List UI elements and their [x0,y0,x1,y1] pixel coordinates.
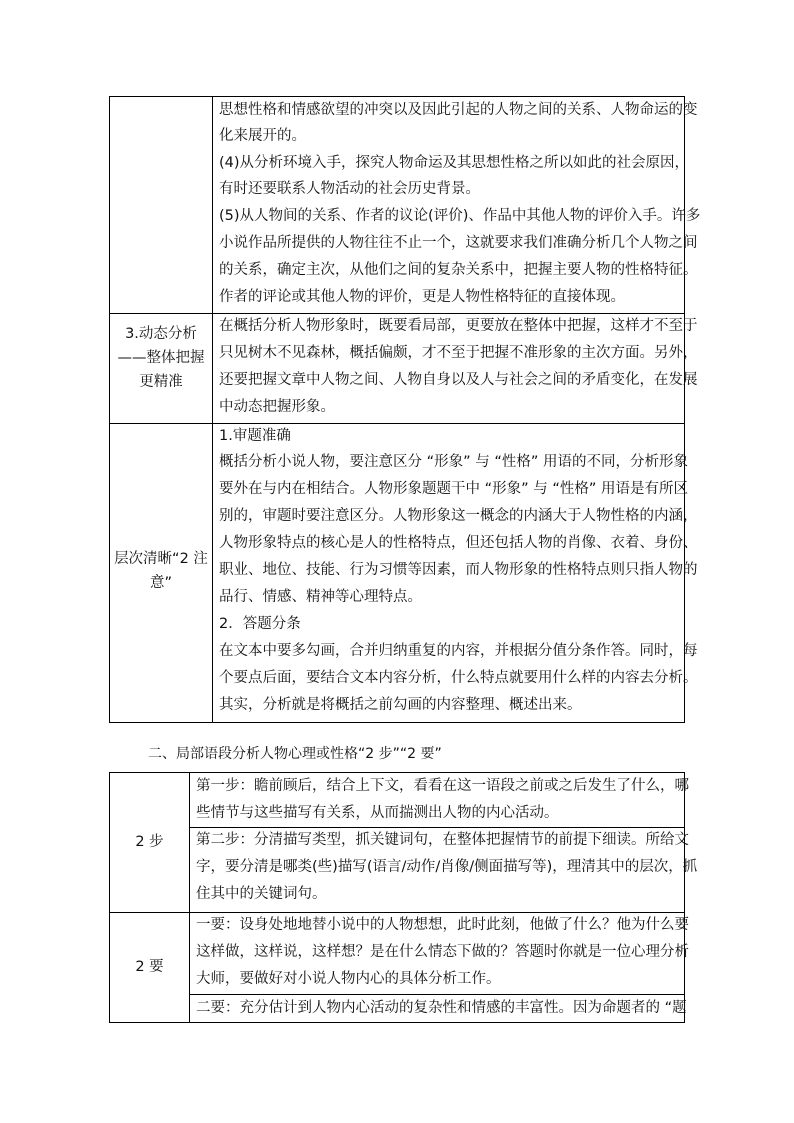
text-line: 概括分析小说人物，要注意区分 “形象” 与 “性格” 用语的不同，分析形象 [219,454,688,470]
row2-label [110,322,212,394]
table2-right-border [684,772,685,1023]
text-line: 在文本中要多勾画，合并归纳重复的内容，并根据分值分条作答。同时，每 [219,643,698,659]
text-line: 要外在与内在相结合。人物形象题题干中 “形象” 与 “性格” 用语是有所区 [219,481,688,497]
text-line: 思想性格和情感欲望的冲突以及因此引起的人物之间的关系、人物命运的变 [219,102,698,118]
label-line: 更精准 [139,374,183,390]
text-line: 1.审题准确 [219,428,291,444]
table1-row-divider-1 [109,313,685,314]
table1-column-divider [212,96,213,723]
table2-bottom-border [109,1022,685,1023]
text-line: 第二步：分清描写类型，抓关键词句，在整体把握情节的前提下细读。所给文 [196,832,689,848]
text-line: 别的，审题时要注意区分。人物形象这一概念的内涵大于人物性格的内涵， [219,508,698,524]
text-line: 在概括分析人物形象时，既要看局部，更要放在整体中把握，这样才不至于 [219,318,698,334]
text-line: 这样做，这样说，这样想？是在什么情态下做的？答题时你就是一位心理分析 [196,944,689,960]
text-line: 小说作品所提供的人物往往不止一个，这就要求我们准确分析几个人物之间 [219,235,698,251]
text-line: 职业、地位、技能、行为习惯等因素，而人物形象的性格特点则只指人物的 [219,562,698,578]
text-line: 人物形象特点的核心是人的性格特点，但还包括人物的肖像、衣着、身份、 [219,535,698,551]
text-line: 其实，分析就是将概括之前勾画的内容整理、概述出来。 [219,697,582,713]
table1-bottom-border [109,722,685,723]
text-line: 住其中的关键词句。 [196,886,327,902]
text-line: 品行、情感、精神等心理特点。 [219,589,422,605]
steps-label: 2 步 [135,834,164,850]
text-line: 只见树木不见森林，概括偏颇，才不至于把握不准形象的主次方面。另外， [219,345,698,361]
label-line: 3.动态分析 [125,326,197,342]
needs-label: 2 要 [135,959,164,975]
text-line: 2．答题分条 [219,616,301,632]
text-line: 个要点后面，要结合文本内容分析，什么特点就要用什么样的内容去分析。 [219,670,698,686]
text-line: 字，要分清是哪类(些)描写(语言/动作/肖像/侧面描写等)，理清其中的层次，抓 [196,859,698,875]
text-line: 第一步：瞻前顾后，结合上下文，看看在这一语段之前或之后发生了什么，哪 [196,778,689,794]
table1-row-divider-2 [109,423,685,424]
label-line: 意” [149,575,172,591]
text-line: 还要把握文章中人物之间、人物自身以及人与社会之间的矛盾变化，在发展 [219,372,698,388]
text-line: (5)从人物间的关系、作者的议论(评价)、作品中其他人物的评价入手。许多 [219,208,701,224]
label-line: 层次清晰“2 注 [114,551,208,567]
text-line: 作者的评论或其他人物的评价，更是人物性格特征的直接体现。 [219,289,625,305]
text-line: 化来展开的。 [219,128,306,144]
table1-left-border [109,96,110,723]
table2-top-border [109,772,685,773]
table2-need-divider [189,994,685,995]
text-line: 二要：充分估计到人物内心活动的复杂性和情感的丰富性。因为命题者的 “题 [196,1000,687,1016]
table2-column-divider [189,772,190,1023]
text-line: 有时还要联系人物活动的社会历史背景。 [219,181,480,197]
table1-top-border [109,96,685,97]
table2-step-divider [189,827,685,828]
table2-left-border [109,772,110,1023]
text-line: (4)从分析环境入手，探究人物命运及其思想性格之所以如此的社会原因， [219,155,690,171]
text-line: 中动态把握形象。 [219,399,335,415]
text-line: 大师，要做好对小说人物内心的具体分析工作。 [196,971,501,987]
text-line: 的关系，确定主次，从他们之间的复杂关系中，把握主要人物的性格特征。 [219,262,698,278]
table1-right-border [684,96,685,723]
label-line: ——整体把握 [117,350,205,366]
table2-group-divider [109,912,685,913]
text-line: 一要：设身处地地替小说中的人物想想，此时此刻，他做了什么？他为什么要 [196,917,689,933]
text-line: 些情节与这些描写有关系，从而揣测出人物的内心活动。 [196,805,559,821]
row3-label [110,547,212,595]
section-heading: 二、局部语段分析人物心理或性格“2 步”“2 要” [148,746,442,762]
